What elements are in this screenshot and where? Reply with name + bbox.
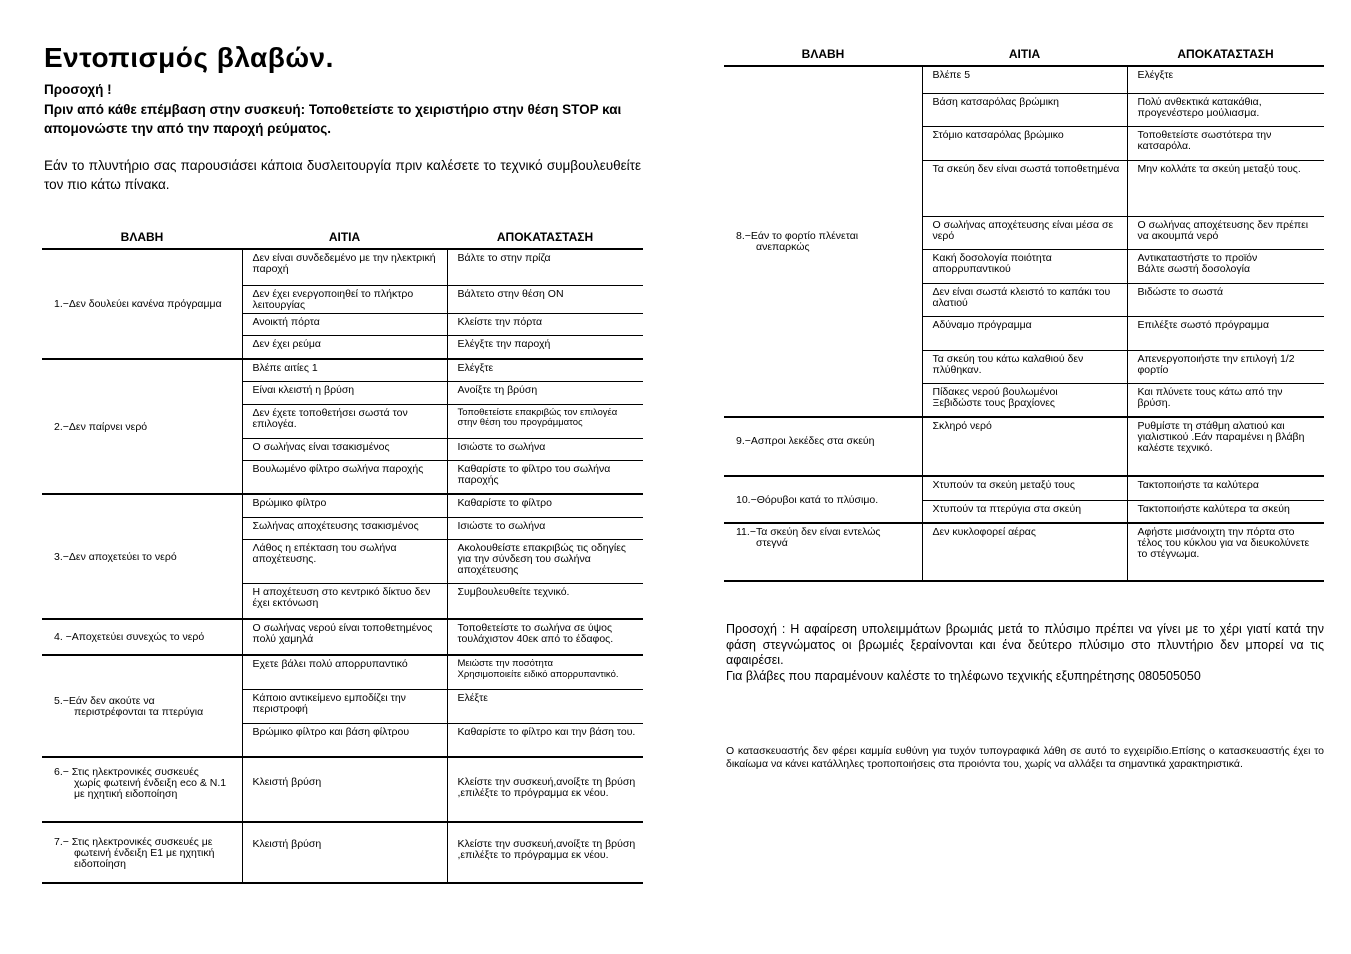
cause-cell: Δεν είναι σωστά κλειστό το καπάκι του αλατιού <box>922 283 1127 316</box>
remedy-cell: Βιδώστε το σωστά <box>1127 283 1324 316</box>
remedy-cell: Κλείστε την πόρτα <box>447 313 643 335</box>
fault-line: περιστρέφονται τα πτερύγια <box>74 705 204 718</box>
fault-cell: 1.−Δεν δουλεύει κανένα πρόγραμμα <box>42 249 242 359</box>
remedy-line: Βάλτε σωστή δοσολογία <box>1137 262 1251 275</box>
fault-line: 6.− Στις ηλεκτρονικές συσκευές <box>54 766 199 778</box>
cause-cell: Τα σκεύη του κάτω καλαθιού δεν πλύθηκαν. <box>922 350 1127 383</box>
remedy-cell: Μην κολλάτε τα σκεύη μεταξύ τους. <box>1127 160 1324 216</box>
fault-cell: 10.−Θόρυβοι κατά το πλύσιμο. <box>724 476 922 523</box>
fault-cell: 3.−Δεν αποχετεύει το νερό <box>42 494 242 619</box>
cause-cell: Ο σωλήνας αποχέτευσης είναι μέσα σε νερό <box>922 216 1127 249</box>
remedy-cell: Επιλέξτε σωστό πρόγραμμα <box>1127 316 1324 350</box>
fault-line: 8.−Εάν το φορτίο πλένεται <box>736 230 859 242</box>
cause-cell: Ανοικτή πόρτα <box>242 313 447 335</box>
remedy-cell: Τοποθετείστε επακριβώς τον επιλογέα στην θέση του προγράμματος <box>447 404 643 438</box>
cause-cell: Κακή δοσολογία ποιότητα απορρυπαντικού <box>922 249 1127 283</box>
cause-line: Πίδακες νερού βουλωμένοι <box>932 385 1058 398</box>
fault-line: φωτεινή ένδειξη E1 με ηχητική ειδοποίηση <box>74 847 215 870</box>
remedy-cell: Ακολουθείστε επακριβώς τις οδηγίες για την σύνδεση του σωλήνα αποχέτευσης <box>447 539 643 583</box>
cause-cell: Εχετε βάλει πολύ απορρυπαντικό <box>242 655 447 689</box>
fault-cell <box>724 523 922 581</box>
cause-cell: Βρώμικο φίλτρο <box>242 494 447 517</box>
table-row <box>724 417 1324 476</box>
fault-cell: 2.−Δεν παίρνει νερό <box>42 359 242 494</box>
cause-cell: Δεν έχει ενεργοποιηθεί το πλήκτρο λειτουργίας <box>242 285 447 313</box>
cause-cell: Σωλήνας αποχέτευσης τσακισμένος <box>242 517 447 539</box>
fault-cell: 4. −Αποχετεύει συνεχώς το νερό <box>42 619 242 655</box>
remedy-cell: Βάλτετο στην θέση ON <box>447 285 643 313</box>
remedy-cell: Απενεργοποιήστε την επιλογή 1/2 φορτίο <box>1127 350 1324 383</box>
table-row <box>42 619 643 655</box>
table-row <box>42 822 643 883</box>
table-row <box>724 66 1324 93</box>
fault-cell <box>42 655 242 757</box>
disclaimer-text: Ο κατασκευαστής δεν φέρει καμμία ευθύνη για τυχόν τυπογραφικά λάθη σε αυτό το εγχειρίδιο.Επίσης ο κατασκευαστής έχει το δικαίωμα να κάνει κατάλληλες τροποποιήσεις στα προιόντα του, χωρίς να αλλάξει τα σημαντικά χαρακτηριστικά. <box>726 745 1324 770</box>
fault-line: χωρίς φωτεινή ένδειξη eco & N.1 με ηχητική ειδοποίηση <box>74 777 227 800</box>
remedy-cell: Καθαρίστε το φίλτρο του σωλήνα παροχής <box>447 460 643 494</box>
table-row <box>724 476 1324 500</box>
warning-block <box>44 80 644 139</box>
remedy-line: Μειώστε την ποσότητα <box>457 658 553 669</box>
cause-cell: Δεν κυκλοφορεί αέρας <box>922 523 1127 581</box>
fault-line: 11.−Τα σκεύη δεν είναι εντελώς <box>736 526 881 538</box>
cause-cell: Ο σωλήνας είναι τσακισμένος <box>242 438 447 460</box>
cause-cell: Στόμιο κατσαρόλας βρώμικο <box>922 126 1127 160</box>
remedy-cell: Ελέγξτε την παροχή <box>447 335 643 359</box>
warning-label: Προσοχή ! <box>44 82 112 97</box>
table-row <box>42 494 643 517</box>
remedy-cell: Και πλύνετε τους κάτω από την βρύση. <box>1127 383 1324 417</box>
troubleshooting-table-right <box>724 43 1324 582</box>
cause-cell: Δεν έχετε τοποθετήσει σωστά τον επιλογέα. <box>242 404 447 438</box>
header-cause: ΑΙΤΙΑ <box>922 43 1127 66</box>
remedy-cell: Κλείστε την συσκευή,ανοίξτε τη βρύση ,επιλέξτε το πρόγραμμα εκ νέου. <box>447 757 643 822</box>
cause-line: Ξεβιδώστε τους βραχίονες <box>932 396 1055 409</box>
remedy-cell: Πολύ ανθεκτικά κατακάθια, προγενέστερο μούλιασμα. <box>1127 93 1324 126</box>
intro-text: Εάν το πλυντήριο σας παρουσιάσει κάποια δυσλειτουργία πριν καλέσετε το τεχνικό συμβουλευθείτε τον πιο κάτω πίνακα. <box>44 158 641 192</box>
cause-cell: Η αποχέτευση στο κεντρικό δίκτυο δεν έχει εκτόνωση <box>242 583 447 619</box>
service-phone-text: Για βλάβες που παραμένουν καλέστε το τηλέφωνο τεχνικής εξυπηρέτησης 080505050 <box>726 668 1201 683</box>
header-fault: ΒΛΑΒΗ <box>42 227 242 249</box>
remedy-cell: Ελέξτε <box>447 689 643 723</box>
remedy-cell: Βάλτε το στην πρίζα <box>447 249 643 285</box>
cause-cell: Βλέπε αιτίες 1 <box>242 359 447 381</box>
fault-cell <box>724 66 922 417</box>
header-fault: ΒΛΑΒΗ <box>724 43 922 66</box>
table-row <box>42 655 643 689</box>
remedy-cell: Ισιώστε το σωλήνα <box>447 438 643 460</box>
cause-cell: Κλειστή βρύση <box>242 822 447 883</box>
page-title: Εντοπισμός βλαβών. <box>44 42 334 73</box>
warning-text: Πριν από κάθε επέμβαση στην συσκευή: Τοποθετείστε το χειριστήριο στην θέση STOP και απομονώστε την από την παροχή ρεύματος. <box>44 101 622 136</box>
remedy-cell: Ελέγξτε <box>1127 66 1324 93</box>
note-block <box>726 622 1324 684</box>
cause-cell: Κλειστή βρύση <box>242 757 447 822</box>
table-row <box>42 757 643 822</box>
fault-cell: 9.−Ασπροι λεκέδες στα σκεύη <box>724 417 922 476</box>
cause-cell: Κάποιο αντικείμενο εμποδίζει την περιστροφή <box>242 689 447 723</box>
remedy-cell <box>1127 249 1324 283</box>
note-text: Προσοχή : Η αφαίρεση υπολειμμάτων βρωμιάς μετά το πλύσιμο πρέπει να γίνει με το χέρι γιατί κατά την φάση στεγνώματος οι βρωμιές ξεραίνονται και ένα δεύτερο πλύσιμο στο πλυντήριο δεν μπορεί να τις αφαιρέσει. <box>726 622 1324 667</box>
remedy-cell: Τακτοποιήστε τα καλύτερα <box>1127 476 1324 500</box>
remedy-cell: Τακτοποιήστε καλύτερα τα σκεύη <box>1127 500 1324 523</box>
remedy-cell: Ρυθμίστε τη στάθμη αλατιού και γιαλιστικού .Εάν παραμένει η βλάβη καλέστε τεχνικό. <box>1127 417 1324 476</box>
header-remedy: ΑΠΟΚΑΤΑΣΤΑΣΗ <box>447 227 643 249</box>
cause-cell: Βρώμικο φίλτρο και βάση φίλτρου <box>242 723 447 757</box>
cause-cell: Βουλωμένο φίλτρο σωλήνα παροχής <box>242 460 447 494</box>
cause-cell: Λάθος η επέκταση του σωλήνα αποχέτευσης. <box>242 539 447 583</box>
fault-line: ανεπαρκώς <box>756 241 810 253</box>
cause-cell: Είναι κλειστή η βρύση <box>242 381 447 404</box>
remedy-line: Χρησιμοποιείτε ειδικό απορρυπαντικό. <box>457 668 619 680</box>
cause-cell: Χτυπούν τα πτερύγια στα σκεύη <box>922 500 1127 523</box>
remedy-cell: Τοποθετείστε το σωλήνα σε ύψος τουλάχιστον 40εκ από το έδαφος. <box>447 619 643 655</box>
troubleshooting-table-left <box>42 227 643 884</box>
fault-line: 5.−Εάν δεν ακούτε να <box>54 694 155 707</box>
fault-line: 7.− Στις ηλεκτρονικές συσκευές με <box>54 836 213 848</box>
remedy-cell: Ελέγξτε <box>447 359 643 381</box>
cause-cell: Τα σκεύη δεν είναι σωστά τοποθετημένα <box>922 160 1127 216</box>
remedy-cell: Ανοίξτε τη βρύση <box>447 381 643 404</box>
fault-line: στεγνά <box>756 537 788 549</box>
header-remedy: ΑΠΟΚΑΤΑΣΤΑΣΗ <box>1127 43 1324 66</box>
cause-cell <box>922 383 1127 417</box>
cause-cell: Βλέπε 5 <box>922 66 1127 93</box>
remedy-cell: Συμβουλευθείτε τεχνικό. <box>447 583 643 619</box>
remedy-cell: Αφήστε μισάνοιχτη την πόρτα στο τέλος του κύκλου για να διευκολύνετε το στέγνωμα. <box>1127 523 1324 581</box>
cause-cell: Χτυπούν τα σκεύη μεταξύ τους <box>922 476 1127 500</box>
table-row <box>42 249 643 285</box>
cause-cell: Δεν έχει ρεύμα <box>242 335 447 359</box>
table-row <box>42 359 643 381</box>
remedy-cell: Καθαρίστε το φίλτρο και την βάση του. <box>447 723 643 757</box>
remedy-cell: Ο σωλήνας αποχέτευσης δεν πρέπει να ακουμπά νερό <box>1127 216 1324 249</box>
remedy-cell: Καθαρίστε το φίλτρο <box>447 494 643 517</box>
remedy-cell: Ισιώστε το σωλήνα <box>447 517 643 539</box>
remedy-cell: Τοποθετείστε σωστότερα την κατσαρόλα. <box>1127 126 1324 160</box>
cause-cell: Ο σωλήνας νερού είναι τοποθετημένος πολύ χαμηλά <box>242 619 447 655</box>
fault-cell <box>42 757 242 822</box>
remedy-cell <box>447 655 643 689</box>
table-row <box>724 523 1324 581</box>
cause-cell: Βάση κατσαρόλας βρώμικη <box>922 93 1127 126</box>
cause-cell: Αδύναμο πρόγραμμα <box>922 316 1127 350</box>
cause-cell: Δεν είναι συνδεδεμένο με την ηλεκτρική παροχή <box>242 249 447 285</box>
fault-cell <box>42 822 242 883</box>
cause-cell: Σκληρό νερό <box>922 417 1127 476</box>
remedy-line: Αντικαταστήστε το προϊόν <box>1137 251 1258 264</box>
remedy-cell: Κλείστε την συσκευή,ανοίξτε τη βρύση ,επιλέξτε το πρόγραμμα εκ νέου. <box>447 822 643 883</box>
header-cause: ΑΙΤΙΑ <box>242 227 447 249</box>
